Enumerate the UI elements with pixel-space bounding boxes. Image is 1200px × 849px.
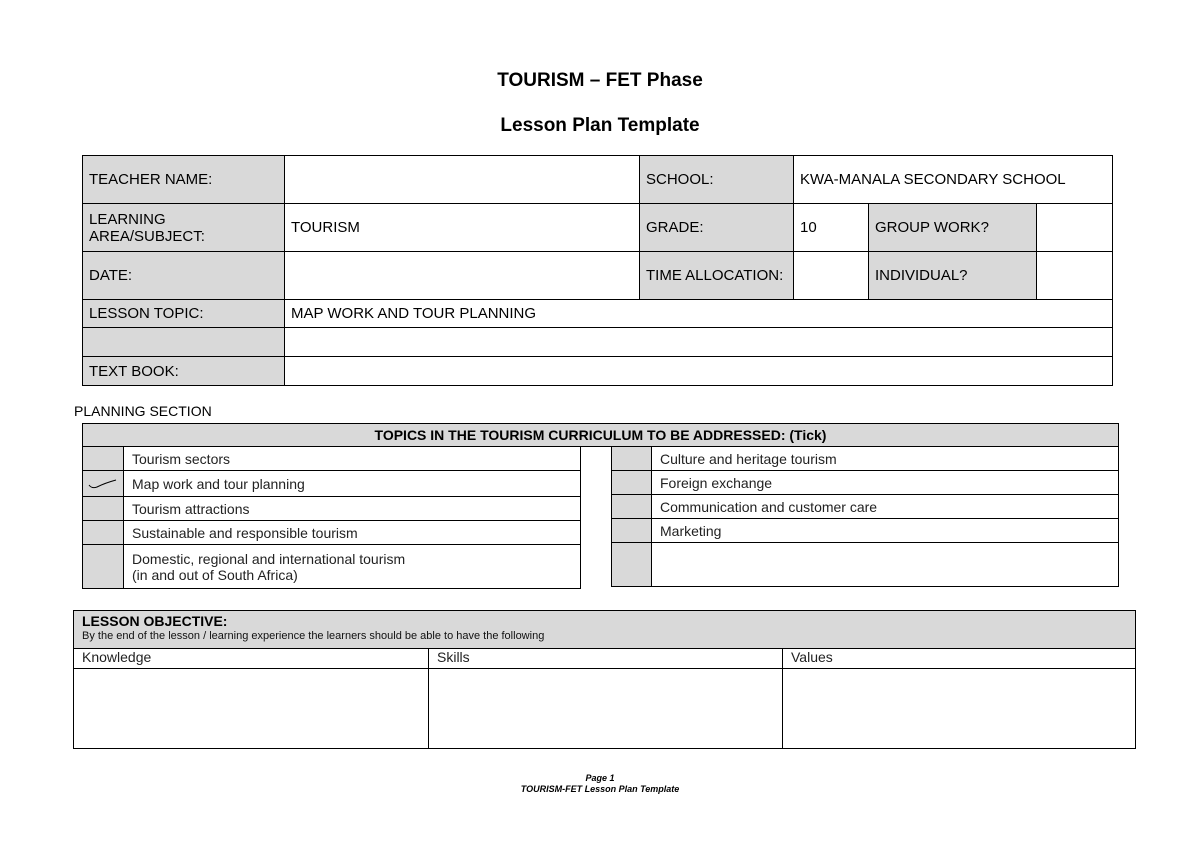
lesson-topic-label: LESSON TOPIC: [83, 300, 285, 328]
text-book-label: TEXT BOOK: [83, 357, 285, 386]
school-label: SCHOOL: [640, 156, 794, 204]
topic-item [124, 545, 581, 589]
tick-box[interactable] [83, 545, 124, 589]
planning-section-label: PLANNING SECTION [74, 403, 212, 419]
topic-item: Culture and heritage tourism [652, 447, 1119, 471]
topics-right-table [611, 446, 1119, 587]
page-footer [0, 773, 1200, 795]
knowledge-column-header: Knowledge [74, 649, 429, 669]
objective-description: By the end of the lesson / learning experience the learners should be able to have the following [82, 630, 545, 642]
tick-box[interactable] [83, 471, 124, 497]
skills-column-header: Skills [429, 649, 783, 669]
objective-heading: LESSON OBJECTIVE: [82, 613, 228, 629]
time-allocation-field[interactable] [794, 252, 869, 300]
blank-field[interactable] [285, 328, 1113, 357]
tick-box[interactable] [83, 447, 124, 471]
group-work-field[interactable] [1037, 204, 1113, 252]
objective-header [74, 611, 1136, 649]
topic-item: Marketing [652, 519, 1119, 543]
text-book-field[interactable] [285, 357, 1113, 386]
topics-left-table [82, 446, 581, 589]
teacher-name-field[interactable] [285, 156, 640, 204]
topic-item: Foreign exchange [652, 471, 1119, 495]
topics-panel [82, 423, 1119, 589]
topic-line: (in and out of South Africa) [132, 566, 298, 583]
page-number: Page 1 [585, 773, 615, 783]
individual-field[interactable] [1037, 252, 1113, 300]
topic-item: Sustainable and responsible tourism [124, 521, 581, 545]
date-label: DATE: [83, 252, 285, 300]
tick-box[interactable] [612, 519, 652, 543]
values-field[interactable] [783, 669, 1136, 749]
lesson-topic-field[interactable]: MAP WORK AND TOUR PLANNING [285, 300, 1113, 328]
footer-doc-title: TOURISM-FET Lesson Plan Template [520, 784, 680, 794]
topic-item: Tourism attractions [124, 497, 581, 521]
tick-box[interactable] [83, 497, 124, 521]
tick-box[interactable] [83, 521, 124, 545]
grade-label: GRADE: [640, 204, 794, 252]
lesson-objective-table [73, 610, 1136, 749]
tick-box[interactable] [612, 471, 652, 495]
date-field[interactable] [285, 252, 640, 300]
grade-field[interactable]: 10 [794, 204, 869, 252]
topic-item: Tourism sectors [124, 447, 581, 471]
school-field[interactable]: KWA-MANALA SECONDARY SCHOOL [794, 156, 1113, 204]
skills-field[interactable] [429, 669, 783, 749]
teacher-name-label: TEACHER NAME: [83, 156, 285, 204]
tick-mark-icon [83, 471, 123, 493]
topic-item: Map work and tour planning [124, 471, 581, 497]
lesson-header-table [82, 155, 1113, 386]
values-column-header: Values [783, 649, 1136, 669]
learning-area-field[interactable]: TOURISM [285, 204, 640, 252]
blank-label [83, 328, 285, 357]
knowledge-field[interactable] [74, 669, 429, 749]
learning-area-label: LEARNING AREA/SUBJECT: [83, 204, 285, 252]
group-work-label: GROUP WORK? [869, 204, 1037, 252]
individual-label: INDIVIDUAL? [869, 252, 1037, 300]
document-subtitle: Lesson Plan Template [500, 115, 700, 136]
tick-box[interactable] [612, 543, 652, 587]
topic-item [652, 543, 1119, 587]
tick-box[interactable] [612, 495, 652, 519]
time-allocation-label: TIME ALLOCATION: [640, 252, 794, 300]
topics-header: TOPICS IN THE TOURISM CURRICULUM TO BE ADDRESSED: (Tick) [82, 423, 1119, 447]
tick-box[interactable] [612, 447, 652, 471]
topic-line: Domestic, regional and international tourism [132, 550, 406, 567]
document-title: TOURISM – FET Phase [497, 70, 703, 91]
topic-item: Communication and customer care [652, 495, 1119, 519]
